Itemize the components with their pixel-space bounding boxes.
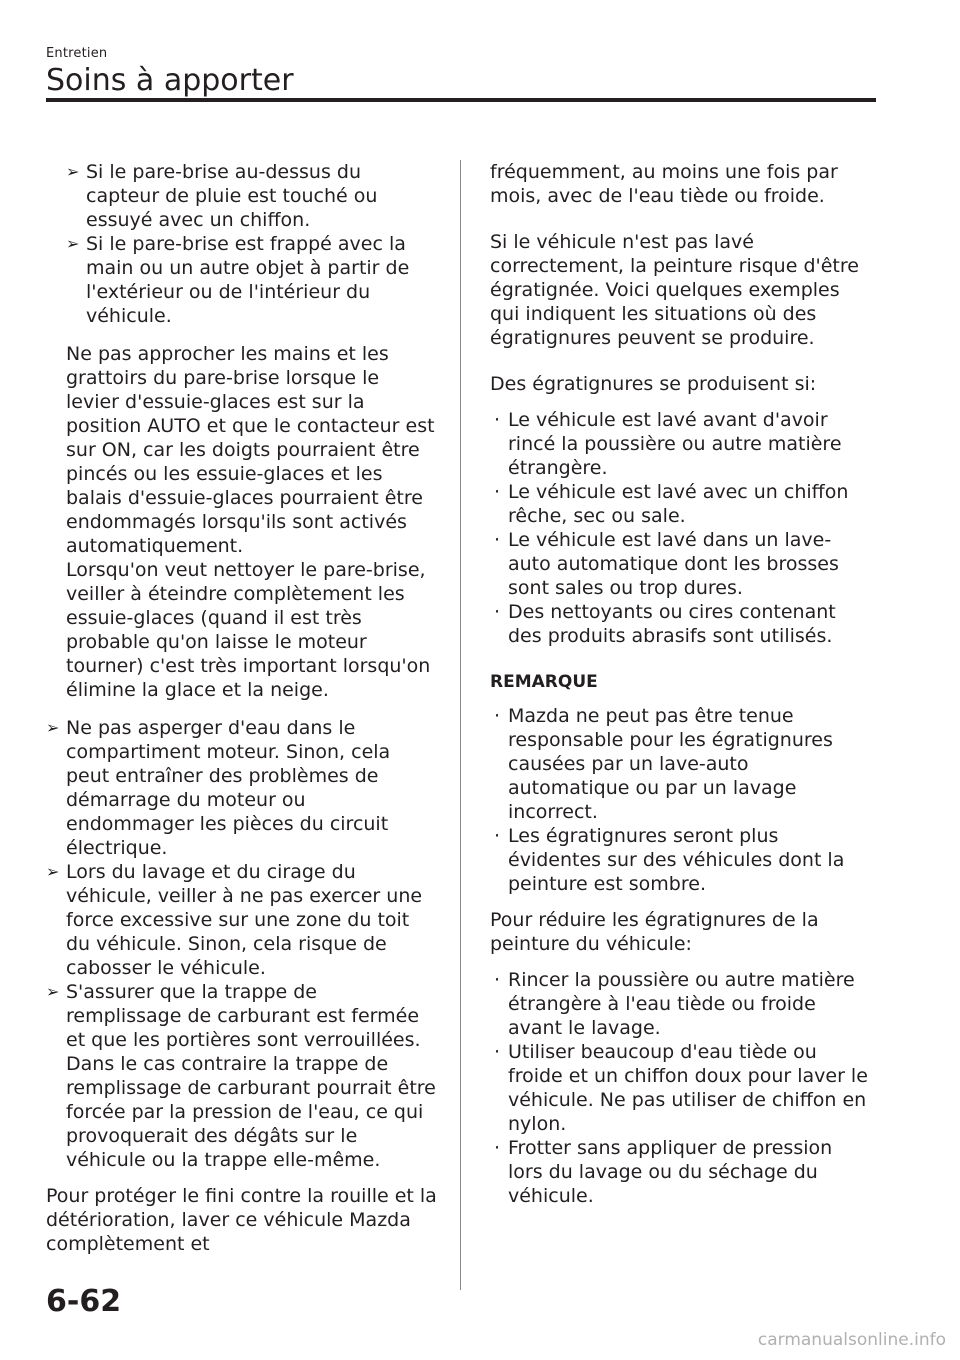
arrow-bullet-icon: ➢ bbox=[46, 718, 60, 737]
list-item: · Le véhicule est lavé avant d'avoir rincé la poussière ou autre matière étrangère. bbox=[494, 409, 842, 479]
list-item: · Utiliser beaucoup d'eau tiède ou froide et un chiffon doux pour laver le véhicule. Ne pas utiliser de chiffon en nylon. bbox=[494, 1041, 868, 1135]
list-item: ➢ Si le pare-brise au-dessus du capteur de pluie est touché ou essuyé avec un chiffon. bbox=[66, 161, 378, 231]
list-item: ➢ Ne pas asperger d'eau dans le compartiment moteur. Sinon, cela peut entraîner des problèmes de démarrage du moteur ou endommager les pièces du circuit électrique. bbox=[46, 717, 391, 859]
right-column bbox=[490, 160, 870, 1208]
page-number: 6-62 bbox=[46, 1284, 122, 1319]
header-rule bbox=[46, 98, 876, 102]
list-item: · Le véhicule est lavé dans un lave-auto automatique dont les brosses sont sales ou trop dures. bbox=[494, 529, 839, 599]
list-item: ➢ Si le pare-brise est frappé avec la main ou un autre objet à partir de l'extérieur ou de l'intérieur du véhicule. bbox=[66, 233, 410, 327]
list-item: · Frotter sans appliquer de pression lors du lavage ou du séchage du véhicule. bbox=[494, 1137, 833, 1207]
list-item: · Des nettoyants ou cires contenant des produits abrasifs sont utilisés. bbox=[494, 601, 836, 647]
scratch-causes-list bbox=[490, 408, 870, 648]
left-column bbox=[46, 160, 438, 1256]
page-header bbox=[46, 46, 876, 99]
remarque-list bbox=[490, 704, 870, 896]
arrow-bullet-icon: ➢ bbox=[46, 982, 60, 1001]
arrow-bullet-icon: ➢ bbox=[46, 862, 60, 881]
closing-paragraph: Pour protéger le fini contre la rouille et la détérioration, laver ce véhicule Mazda complètement et bbox=[46, 1185, 437, 1255]
watermark: carmanualsonline.info bbox=[757, 1330, 946, 1350]
list-item: · Le véhicule est lavé avec un chiffon rêche, sec ou sale. bbox=[494, 481, 849, 527]
list-item: · Mazda ne peut pas être tenue responsable pour les égratignures causées par un lave-auto automatique ou par un lavage incorrect. bbox=[494, 705, 833, 823]
arrow-bullet-icon: ➢ bbox=[66, 234, 80, 253]
remarque-heading: REMARQUE bbox=[490, 672, 598, 692]
note-paragraph-2: Lorsqu'on veut nettoyer le pare-brise, veiller à éteindre complètement les essuie-glaces (quand il est très probable qu'on laisse le moteur tourner) c'est très important lorsqu'on élimine la glace et la neige. bbox=[66, 559, 431, 701]
continued-paragraph: fréquemment, au moins une fois par mois, avec de l'eau tiède ou froide. bbox=[490, 161, 838, 207]
page-title: Soins à apporter bbox=[46, 63, 294, 98]
scratch-paragraph: Si le véhicule n'est pas lavé correctement, la peinture risque d'être égratignée. Voici quelques exemples qui indiquent les situations où des égratignures peuvent se produire. bbox=[490, 231, 859, 349]
list-item: ➢ S'assurer que la trappe de remplissage de carburant est fermée et que les portières sont verrouillées. Dans le cas contraire la trappe de remplissage de carburant pourrait être forcée par la pression de l'eau, ce qui provoquerait des dégâts sur le véhicule ou la trappe elle-même. bbox=[46, 981, 436, 1171]
reduce-scratch-intro: Pour réduire les égratignures de la peinture du véhicule: bbox=[490, 909, 819, 955]
reduce-scratch-list bbox=[490, 968, 870, 1208]
list-item: ➢ Lors du lavage et du cirage du véhicule, veiller à ne pas exercer une force excessive sur une zone du toit du véhicule. Sinon, cela risque de cabosser le véhicule. bbox=[46, 861, 423, 979]
scratch-intro: Des égratignures se produisent si: bbox=[490, 373, 817, 395]
list-item: · Rincer la poussière ou autre matière étrangère à l'eau tiède ou froide avant le lavage. bbox=[494, 969, 855, 1039]
arrow-bullet-icon: ➢ bbox=[66, 162, 80, 181]
list-item: · Les égratignures seront plus évidentes sur des véhicules dont la peinture est sombre. bbox=[494, 825, 845, 895]
note-paragraph: Ne pas approcher les mains et les grattoirs du pare-brise lorsque le levier d'essuie-glaces est sur la position AUTO et que le contacteur est sur ON, car les doigts pourraient être pincés ou les essuie-glaces et les balais d'essuie-glaces pourraient être endommagés lorsqu'ils sont activés automatiquement. bbox=[66, 343, 435, 557]
column-divider bbox=[460, 160, 461, 1290]
section-label: Entretien bbox=[46, 46, 108, 61]
